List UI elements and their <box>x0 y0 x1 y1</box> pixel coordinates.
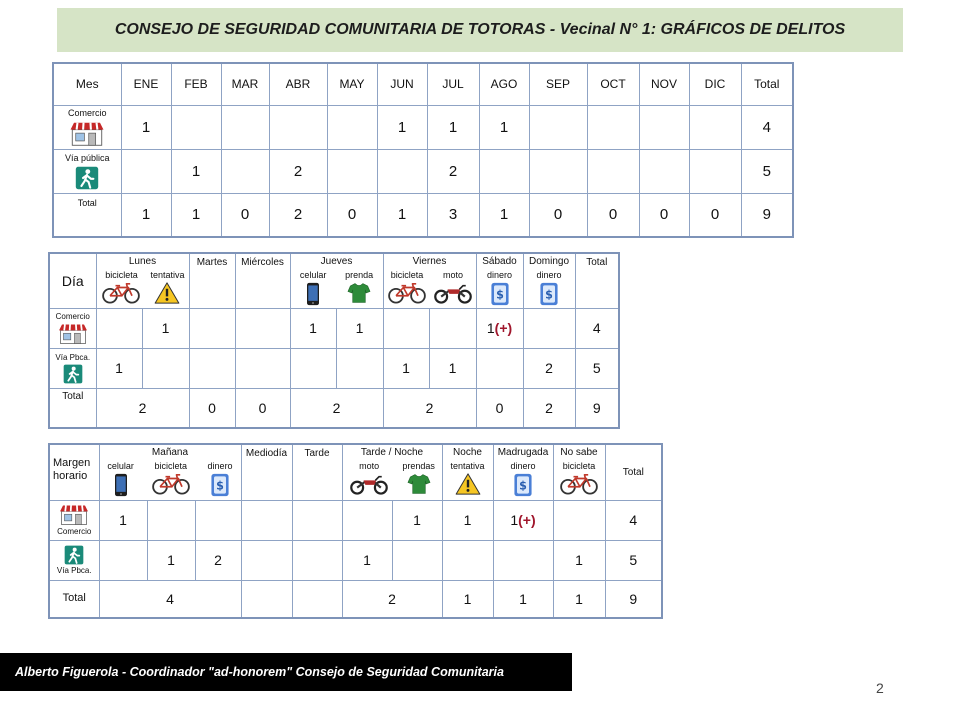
table-cell <box>476 348 523 388</box>
bicycle-icon <box>386 282 428 304</box>
table-cell <box>383 308 429 348</box>
table-cell: 1 <box>377 193 427 237</box>
page-number: 2 <box>876 680 884 696</box>
day-corner-header: Día <box>49 253 96 308</box>
table-cell <box>327 105 377 149</box>
header-no-sabe <box>553 444 605 500</box>
table-cell: 1 <box>99 500 147 540</box>
row-label-text: Vía pública <box>64 152 110 163</box>
header-jueves <box>290 253 383 308</box>
table-cell: 1 <box>493 580 553 618</box>
header-label: Madrugada <box>497 447 549 458</box>
header-label: Sábado <box>482 256 517 267</box>
header-total <box>605 444 662 500</box>
table-cell <box>195 500 241 540</box>
corner-label: Margen <box>53 457 91 469</box>
header-label: Noche <box>453 447 482 458</box>
subheader-label: bicicleta <box>154 461 187 471</box>
subheader-label: bicicleta <box>390 270 424 280</box>
row-total: 4 <box>605 500 662 540</box>
subheader-label: dinero <box>487 270 513 280</box>
money-icon <box>490 282 510 306</box>
table-cell <box>142 348 189 388</box>
row-total: 4 <box>741 105 793 149</box>
table-cell: 1 <box>96 348 142 388</box>
header-viernes <box>383 253 476 308</box>
table-cell: 0 <box>235 388 290 428</box>
table-cell: 0 <box>476 388 523 428</box>
money-icon <box>513 473 533 497</box>
bicycle-icon <box>150 473 192 495</box>
table-cell: 1 <box>479 193 529 237</box>
row-total: 4 <box>575 308 619 348</box>
cell-value: 1 <box>486 320 495 336</box>
table-cell: 0 <box>689 193 741 237</box>
row-label-total <box>53 193 121 237</box>
header-label: Lunes <box>128 256 157 267</box>
table-cell <box>290 348 336 388</box>
row-label-text: Comercio <box>57 526 92 536</box>
month-header: OCT <box>587 63 639 105</box>
table-cell: 2 <box>342 580 442 618</box>
header-label: Tarde <box>304 448 330 459</box>
table-cell: 2 <box>269 149 327 193</box>
row-label-text: Total <box>62 592 86 605</box>
motorcycle-icon <box>349 473 389 495</box>
table-cell <box>96 308 142 348</box>
table-cell <box>269 105 327 149</box>
header-label: No sabe <box>560 447 598 458</box>
month-header: JUL <box>427 63 479 105</box>
hours-corner-header <box>49 444 99 500</box>
month-header: DIC <box>689 63 741 105</box>
monthly-crime-table <box>52 62 794 238</box>
table-cell: 1 <box>171 193 221 237</box>
row-total: 5 <box>575 348 619 388</box>
table-cell: 1 <box>290 308 336 348</box>
header-label: Mañana <box>151 447 189 458</box>
cellphone-icon <box>114 473 128 497</box>
table-cell <box>292 540 342 580</box>
table-cell <box>529 105 587 149</box>
row-label-text: Vía Pbca. <box>55 352 91 362</box>
grand-total: 9 <box>575 388 619 428</box>
warning-icon <box>154 282 180 304</box>
header-martes <box>189 253 235 308</box>
grand-total: 9 <box>605 580 662 618</box>
table-cell <box>442 540 493 580</box>
header-label: Total <box>586 257 608 268</box>
row-label-via-publica <box>49 540 99 580</box>
table-cell <box>553 500 605 540</box>
table-cell: 1 <box>121 193 171 237</box>
table-cell: 0 <box>189 388 235 428</box>
table-row-comercio <box>49 500 662 540</box>
table-cell: 1 <box>442 580 493 618</box>
subheader-label: moto <box>359 461 380 471</box>
store-icon <box>57 504 91 526</box>
table-row-total <box>49 388 619 428</box>
table-cell <box>171 105 221 149</box>
table-row-comercio <box>49 308 619 348</box>
table-cell: 2 <box>269 193 327 237</box>
table-cell <box>493 500 553 540</box>
subheader-label: prendas <box>402 461 435 471</box>
table-cell: 0 <box>221 193 269 237</box>
table-cell <box>392 540 442 580</box>
table-cell <box>689 149 741 193</box>
table-cell <box>241 580 292 618</box>
row-label-text: Total <box>62 390 84 402</box>
table-cell: 1 <box>342 540 392 580</box>
subheader-label: dinero <box>207 461 233 471</box>
row-label-comercio <box>49 308 96 348</box>
table-cell <box>377 149 427 193</box>
table-cell <box>99 540 147 580</box>
table-cell <box>221 105 269 149</box>
header-label: Domingo <box>529 256 570 267</box>
month-total-header: Total <box>741 63 793 105</box>
header-mediodia <box>241 444 292 500</box>
footer-credit: Alberto Figuerola - Coordinador "ad-honorem" Consejo de Seguridad Comunitaria <box>0 653 572 691</box>
table-cell <box>342 500 392 540</box>
header-sabado <box>476 253 523 308</box>
table-cell: 1 <box>442 500 493 540</box>
table-cell: 1 <box>392 500 442 540</box>
header-tarde-noche <box>342 444 442 500</box>
row-label-via-publica <box>53 149 121 193</box>
table-row-total <box>49 580 662 618</box>
header-label: Mediodía <box>245 448 288 459</box>
table-cell: 2 <box>383 388 476 428</box>
header-label: Viernes <box>412 256 447 267</box>
money-icon <box>539 282 559 306</box>
table-cell: 2 <box>427 149 479 193</box>
bicycle-icon <box>558 473 600 495</box>
row-label-text: Comercio <box>67 107 107 118</box>
bicycle-icon <box>100 282 142 304</box>
table-cell <box>587 105 639 149</box>
table-cell: 1 <box>553 580 605 618</box>
subheader-label: bicicleta <box>562 461 596 471</box>
row-label-via-publica <box>49 348 96 388</box>
table-cell: 1 <box>553 540 605 580</box>
table-cell: 2 <box>96 388 189 428</box>
row-label-total <box>49 388 96 428</box>
header-domingo <box>523 253 575 308</box>
pedestrian-icon <box>63 364 83 384</box>
row-label-total <box>49 580 99 618</box>
header-tarde <box>292 444 342 500</box>
table-cell: 1 <box>429 348 476 388</box>
money-icon <box>210 473 230 497</box>
month-header: MAR <box>221 63 269 105</box>
table-cell <box>235 348 290 388</box>
header-manana <box>99 444 241 500</box>
cellphone-icon <box>306 282 320 306</box>
table-cell <box>639 149 689 193</box>
subheader-label: tentativa <box>450 461 485 471</box>
table-cell <box>587 149 639 193</box>
motorcycle-icon <box>433 282 473 304</box>
subheader-label: bicicleta <box>105 270 138 280</box>
header-label: Tarde / Noche <box>360 447 424 458</box>
table-cell: 1 <box>377 105 427 149</box>
header-noche <box>442 444 493 500</box>
table-cell <box>327 149 377 193</box>
daily-crime-table <box>48 252 620 429</box>
subheader-label: dinero <box>536 270 562 280</box>
table-cell: 4 <box>99 580 241 618</box>
header-label: Martes <box>196 257 228 268</box>
pedestrian-icon <box>75 166 99 190</box>
row-total: 5 <box>741 149 793 193</box>
row-total: 5 <box>605 540 662 580</box>
header-label: Total <box>622 466 644 478</box>
table-cell: 2 <box>523 348 575 388</box>
table-row-via-publica <box>49 348 619 388</box>
table-cell: 1 <box>147 540 195 580</box>
page-title: CONSEJO DE SEGURIDAD COMUNITARIA DE TOTORAS - Vecinal N° 1: GRÁFICOS DE DELITOS <box>57 8 903 52</box>
header-miercoles <box>235 253 290 308</box>
warning-icon <box>455 473 481 495</box>
table-cell: 2 <box>523 388 575 428</box>
subheader-label: dinero <box>510 461 536 471</box>
table-cell: 1 <box>121 105 171 149</box>
table-cell <box>689 105 741 149</box>
store-icon <box>67 121 107 147</box>
shirt-icon <box>347 282 371 304</box>
table-cell <box>241 540 292 580</box>
subheader-label: tentativa <box>150 270 185 280</box>
table-row-total <box>53 193 793 237</box>
table-cell: 0 <box>639 193 689 237</box>
table-cell <box>529 149 587 193</box>
header-label: Jueves <box>320 256 353 267</box>
month-header: NOV <box>639 63 689 105</box>
month-header: FEB <box>171 63 221 105</box>
table-cell <box>493 540 553 580</box>
table-cell: 2 <box>195 540 241 580</box>
month-header: JUN <box>377 63 427 105</box>
table-cell <box>336 348 383 388</box>
corner-label: horario <box>53 470 88 482</box>
table-cell: 0 <box>529 193 587 237</box>
table-cell <box>639 105 689 149</box>
header-lunes <box>96 253 189 308</box>
month-header: AGO <box>479 63 529 105</box>
table-cell: 1 <box>171 149 221 193</box>
row-label-text: Total <box>77 197 97 208</box>
table-cell <box>479 149 529 193</box>
table-cell: 1 <box>383 348 429 388</box>
cell-value: 1 <box>510 512 519 528</box>
table-cell <box>235 308 290 348</box>
subheader-label: moto <box>443 270 464 280</box>
shirt-icon <box>407 473 431 495</box>
table-cell: 1 <box>479 105 529 149</box>
table-cell: 0 <box>327 193 377 237</box>
plus-mark: (+) <box>518 512 536 528</box>
hourly-crime-table <box>48 443 663 619</box>
plus-mark: (+) <box>494 320 513 336</box>
month-corner-header: Mes <box>53 63 121 105</box>
pedestrian-icon <box>64 545 84 565</box>
header-madrugada <box>493 444 553 500</box>
row-label-text: Vía Pbca. <box>56 565 92 575</box>
grand-total: 9 <box>741 193 793 237</box>
store-icon <box>56 323 90 345</box>
subheader-label: celular <box>107 461 134 471</box>
table-cell <box>189 348 235 388</box>
table-cell: 3 <box>427 193 479 237</box>
subheader-label: prenda <box>345 270 374 280</box>
table-cell: 1 <box>427 105 479 149</box>
month-header: SEP <box>529 63 587 105</box>
table-cell <box>523 308 575 348</box>
row-label-comercio <box>49 500 99 540</box>
row-label-comercio <box>53 105 121 149</box>
table-cell <box>476 308 523 348</box>
table-row-via-publica <box>53 149 793 193</box>
table-cell <box>121 149 171 193</box>
table-cell: 2 <box>290 388 383 428</box>
table-cell <box>292 500 342 540</box>
table-cell <box>292 580 342 618</box>
table-cell <box>429 308 476 348</box>
table-row-via-publica <box>49 540 662 580</box>
table-cell: 1 <box>336 308 383 348</box>
month-header: MAY <box>327 63 377 105</box>
table-cell <box>221 149 269 193</box>
subheader-label: celular <box>299 270 327 280</box>
table-cell: 1 <box>142 308 189 348</box>
header-label: Miércoles <box>241 257 284 268</box>
header-total <box>575 253 619 308</box>
month-header: ENE <box>121 63 171 105</box>
month-header: ABR <box>269 63 327 105</box>
table-cell <box>147 500 195 540</box>
table-row-comercio <box>53 105 793 149</box>
table-cell: 0 <box>587 193 639 237</box>
table-cell <box>241 500 292 540</box>
row-label-text: Comercio <box>55 311 90 321</box>
table-cell <box>189 308 235 348</box>
